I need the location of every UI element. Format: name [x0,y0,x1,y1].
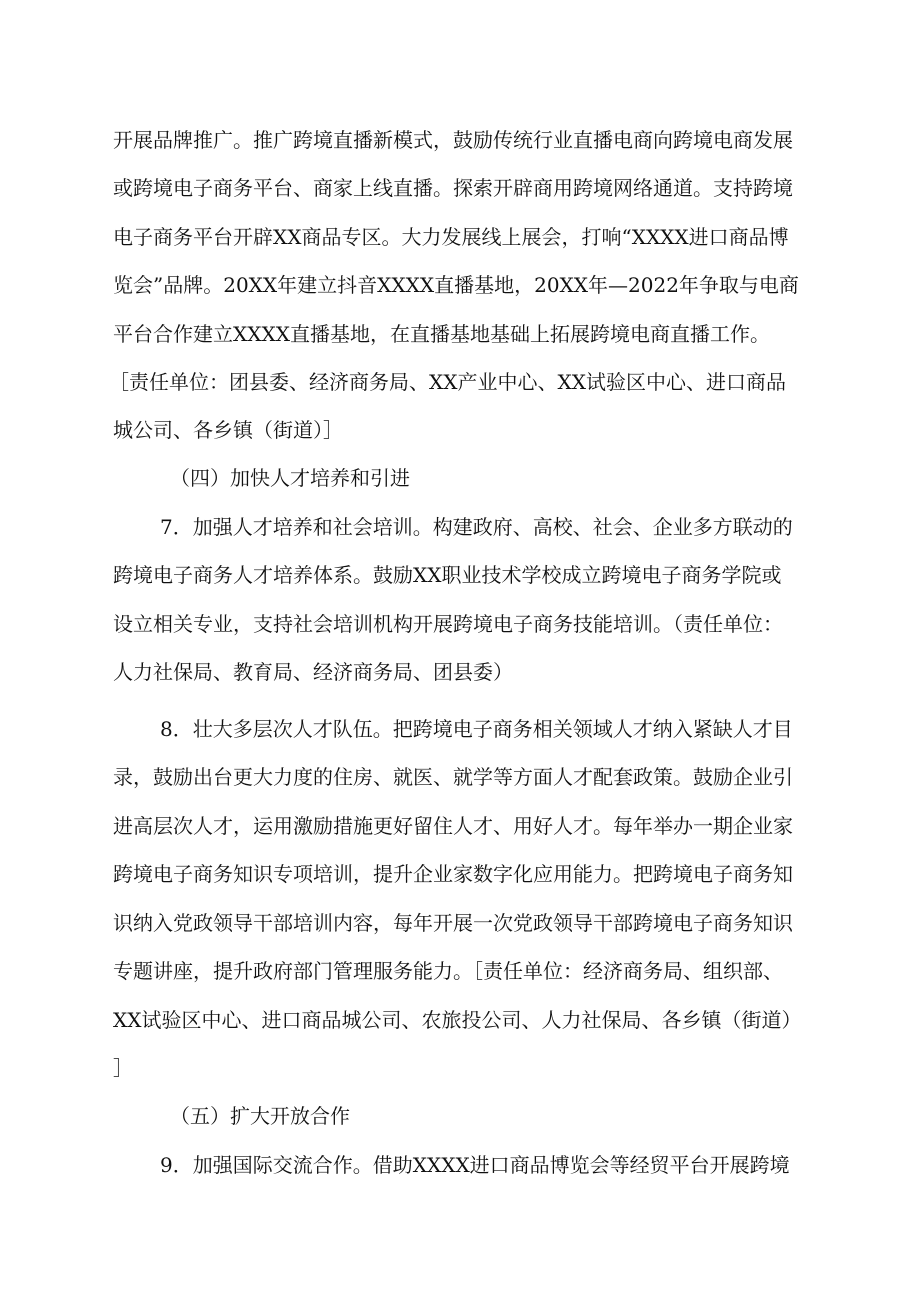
body-text-line: 跨境电子商务人才培养体系。鼓励XX职业技术学校成立跨境电子商务学院或 [113,563,782,587]
body-text-line: 人力社保局、教育局、经济商务局、团县委） [113,660,513,684]
body-text-line: 录，鼓励出台更大力度的住房、就医、就学等方面人才配套政策。鼓励企业引 [113,765,793,789]
body-text-line: 平台合作建立XXXX直播基地，在直播基地基础上拓展跨境电商直播工作。 [113,322,770,346]
body-text-line: ］ [113,1056,133,1080]
body-text-line: 专题讲座，提升政府部门管理服务能力。［责任单位：经济商务局、组织部、 [113,959,783,983]
body-text-line: 进高层次人才，运用激励措施更好留住人才、用好人才。每年举办一期企业家 [113,814,793,838]
body-text-line: 开展品牌推广。推广跨境直播新模式，鼓励传统行业直播电商向跨境电商发展 [113,128,793,152]
body-text-line: 电子商务平台开辟XX商品专区。大力发展线上展会，打响“XXXX进口商品博 [113,225,789,249]
responsibility-line: ［责任单位：团县委、经济商务局、XX产业中心、XX试验区中心、进口商品 [109,370,786,394]
responsibility-line: 城公司、各乡镇（街道）］ [113,418,343,442]
section-heading: （四）加快人才培养和引进 [170,466,410,490]
body-text-line: 跨境电子商务知识专项培训，提升企业家数字化应用能力。把跨境电子商务知 [113,862,793,886]
paragraph-first-line: 9．加强国际交流合作。借助XXXX进口商品博览会等经贸平台开展跨境 [160,1153,790,1177]
body-text-line: 设立相关专业，支持社会培训机构开展跨境电子商务技能培训。（责任单位： [113,612,783,636]
body-text-line: 识纳入党政领导干部培训内容，每年开展一次党政领导干部跨境电子商务知识 [113,911,793,935]
section-heading: （五）扩大开放合作 [170,1104,350,1128]
body-text-line: XX试验区中心、进口商品城公司、农旅投公司、人力社保局、各乡镇（街道） [113,1008,802,1032]
paragraph-first-line: 7．加强人才培养和社会培训。构建政府、高校、社会、企业多方联动的 [160,515,793,539]
body-text-line: 或跨境电子商务平台、商家上线直播。探索开辟商用跨境网络通道。支持跨境 [113,176,793,200]
body-text-line: 览会”品牌。20XX年建立抖音XXXX直播基地，20XX年—2022年争取与电商 [113,273,799,297]
paragraph-first-line: 8．壮大多层次人才队伍。把跨境电子商务相关领域人才纳入紧缺人才目 [160,717,793,741]
